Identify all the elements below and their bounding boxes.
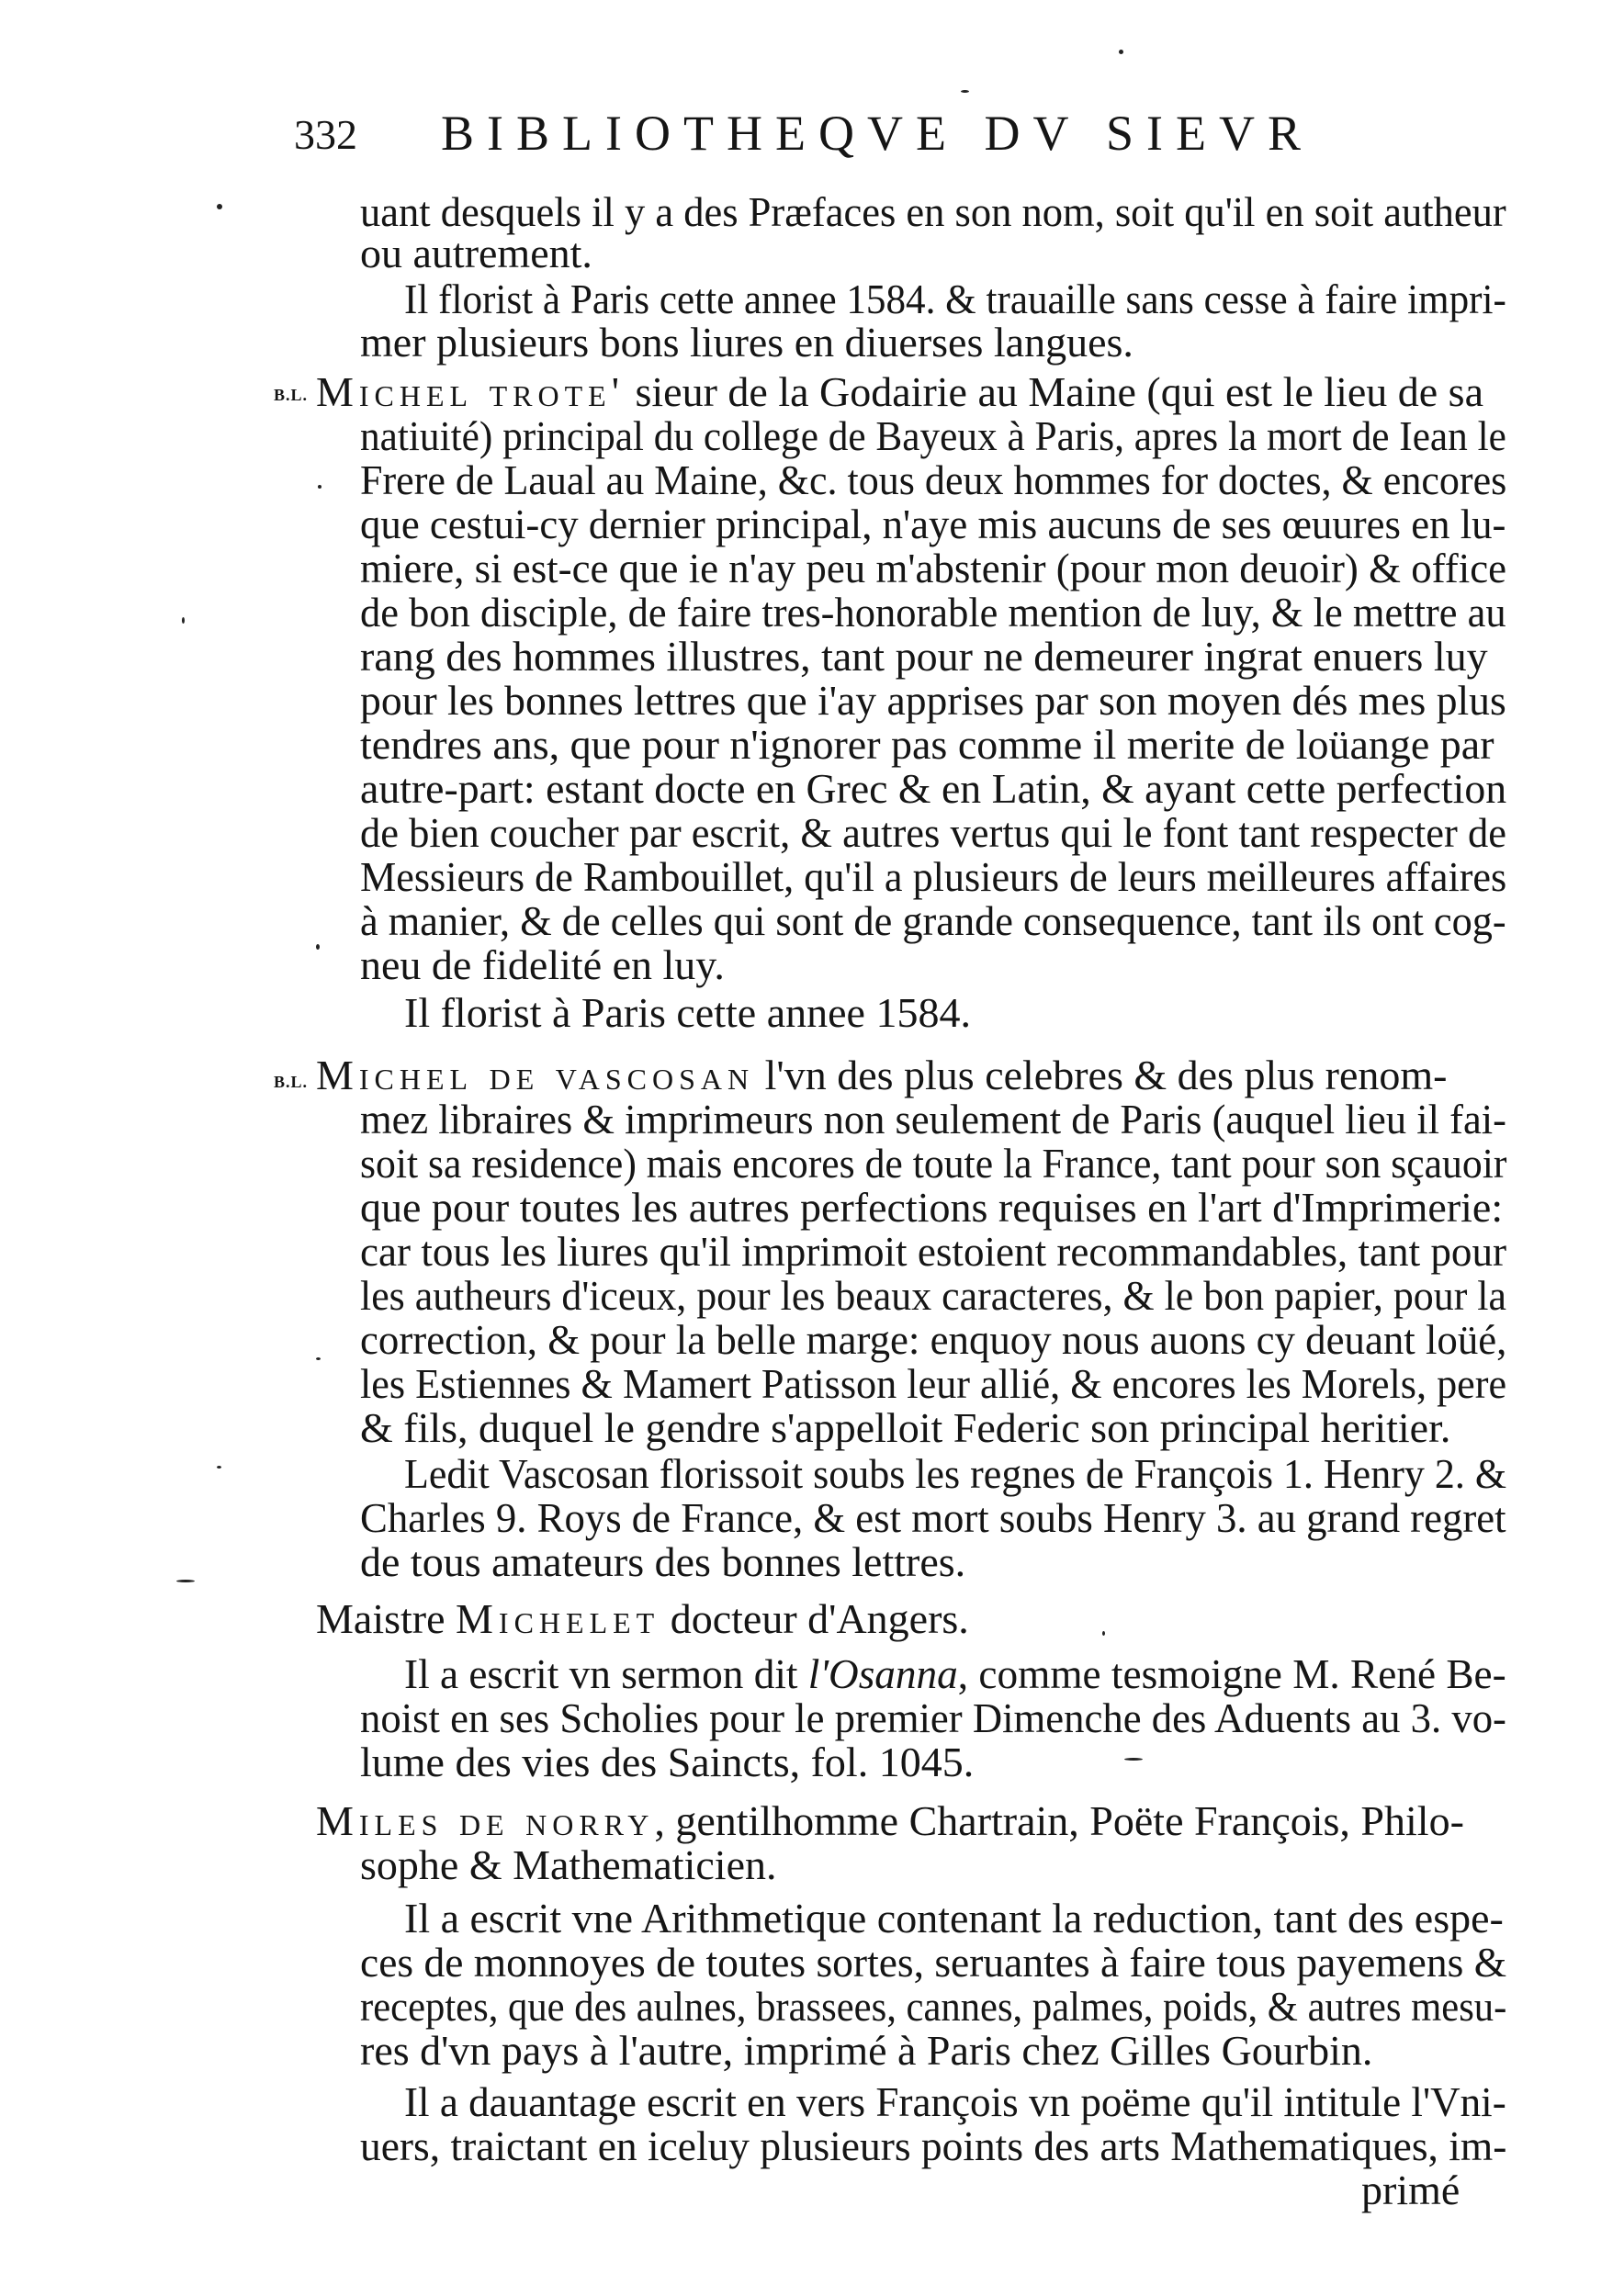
- ink-speck: [961, 90, 969, 93]
- text-line: rang des hommes illustres, tant pour ne demeurer ingrat enuers luy: [360, 633, 1488, 680]
- text-line: sophe & Mathematicien.: [360, 1841, 777, 1888]
- margin-note: B.L.: [274, 1073, 309, 1091]
- text-line: que cestui-cy dernier principal, n'aye mis aucuns de ses œuures en lu-: [360, 501, 1506, 547]
- text-line: Il florist à Paris cette annee 1584. & trauaille sans cesse à faire impri-: [404, 276, 1506, 322]
- catchword: primé: [1361, 2167, 1460, 2213]
- entry-name: Michel de vascosan: [316, 1052, 755, 1098]
- text-line: uant desquels il y a des Præfaces en son nom, soit qu'il en soit autheur: [360, 188, 1506, 235]
- text-line: res d'vn pays à l'autre, imprimé à Paris chez Gilles Gourbin.: [360, 2027, 1373, 2074]
- text-line: lume des vies des Saincts, fol. 1045.: [360, 1739, 975, 1785]
- text-line: uers, traictant en iceluy plusieurs points des arts Mathematiques, im-: [360, 2122, 1507, 2169]
- text-line: Messieurs de Rambouillet, qu'il a plusieurs de leurs meilleures affaires: [360, 853, 1507, 900]
- ink-speck: [316, 944, 320, 950]
- ink-speck: [316, 1357, 321, 1360]
- text-line: de bien coucher par escrit, & autres vertus qui le font tant respecter de: [360, 809, 1506, 856]
- text-line: ces de monnoyes de toutes sortes, seruantes à faire tous payemens &: [360, 1939, 1507, 1986]
- entry-name: Michelet: [456, 1595, 660, 1642]
- text-line: Il florist à Paris cette annee 1584.: [404, 989, 971, 1036]
- text-line: mer plusieurs bons liures en diuerses langues.: [360, 319, 1133, 366]
- text-line: Il a dauantage escrit en vers François vn poëme qu'il intitule l'Vni-: [404, 2078, 1506, 2125]
- entry-text: , comme tesmoigne M. René Be-: [957, 1650, 1506, 1697]
- text-line: receptes, que des aulnes, brassees, cannes, palmes, poids, & autres mesu-: [360, 1983, 1507, 2030]
- entry-prefix: Il a escrit vn sermon dit: [404, 1650, 808, 1697]
- text-line: noist en ses Scholies pour le premier Dimenche des Aduents au 3. vo-: [360, 1694, 1506, 1741]
- entry-name: Miles de norry: [316, 1797, 655, 1844]
- ink-speck: [217, 204, 222, 209]
- work-title: l'Osanna: [807, 1650, 958, 1697]
- text-line: miere, si est-ce que ie n'ay peu m'abstenir (pour mon deuoir) & office: [360, 545, 1507, 591]
- text-line: Il a escrit vne Arithmetique contenant la reduction, tant des espe-: [404, 1895, 1504, 1941]
- ink-speck: [1102, 1631, 1105, 1636]
- text-line: Charles 9. Roys de France, & est mort soubs Henry 3. au grand regret: [360, 1494, 1506, 1541]
- text-line: neu de fidelité en luy.: [360, 941, 725, 988]
- entry-line: [404, 1650, 1506, 1697]
- ink-speck: [176, 1580, 195, 1582]
- entry-text: sieur de la Godairie au Maine (qui est le lieu de sa: [625, 368, 1484, 415]
- page-number: 332: [294, 111, 357, 158]
- ink-speck: [1124, 1758, 1143, 1761]
- ink-speck: [182, 617, 185, 624]
- text-line: de bon disciple, de faire tres-honorable mention de luy, & le mettre au: [360, 589, 1506, 636]
- entry-text: l'vn des plus celebres & des plus renom-: [754, 1052, 1448, 1098]
- entry-line: [316, 368, 1484, 415]
- entry-line: [316, 1595, 969, 1642]
- text-line: correction, & pour la belle marge: enquoy nous auons cy deuant loüé,: [360, 1316, 1507, 1363]
- entry-text: docteur d'Angers.: [660, 1595, 969, 1642]
- text-line: les Estiennes & Mamert Patisson leur allié, & encores les Morels, pere: [360, 1360, 1507, 1407]
- entry-line: [316, 1797, 1464, 1844]
- text-line: Ledit Vascosan florissoit soubs les regnes de François 1. Henry 2. &: [404, 1450, 1507, 1497]
- running-head: BIBLIOTHEQVE DV SIEVR: [441, 106, 1314, 161]
- text-line: de tous amateurs des bonnes lettres.: [360, 1538, 966, 1585]
- text-line: & fils, duquel le gendre s'appelloit Federic son principal heritier.: [360, 1404, 1451, 1451]
- ink-speck: [217, 1466, 221, 1469]
- entry-name: Michel trote': [316, 368, 625, 415]
- entry-line: [316, 1054, 1447, 1097]
- entry-text: , gentilhomme Chartrain, Poëte François, Philo-: [654, 1797, 1464, 1844]
- text-line: tendres ans, que pour n'ignorer pas comme il merite de loüange par: [360, 721, 1494, 768]
- text-line: pour les bonnes lettres que i'ay apprises par son moyen dés mes plus: [360, 677, 1506, 724]
- text-line: car tous les liures qu'il imprimoit estoient recommandables, tant pour: [360, 1228, 1507, 1275]
- text-line: les autheurs d'iceux, pour les beaux caracteres, & le bon papier, pour la: [360, 1272, 1506, 1319]
- entry-prefix: Maistre: [316, 1595, 457, 1642]
- text-line: mez libraires & imprimeurs non seulement de Paris (auquel lieu il fai-: [360, 1096, 1506, 1142]
- text-line: soit sa residence) mais encores de toute la France, tant pour son sçauoir: [360, 1140, 1507, 1187]
- text-line: à manier, & de celles qui sont de grande consequence, tant ils ont cog-: [360, 897, 1506, 944]
- ink-speck: [1119, 50, 1123, 54]
- text-line: natiuité) principal du college de Bayeux à Paris, apres la mort de Iean le: [360, 412, 1506, 459]
- margin-note: B.L.: [274, 386, 309, 404]
- text-line: que pour toutes les autres perfections requises en l'art d'Imprimerie:: [360, 1184, 1504, 1231]
- text-line: Frere de Laual au Maine, &c. tous deux hommes for doctes, & encores: [360, 456, 1507, 503]
- text-line: autre-part: estant docte en Grec & en Latin, & ayant cette perfection: [360, 765, 1507, 812]
- text-line: ou autrement.: [360, 230, 592, 276]
- ink-speck: [318, 485, 321, 489]
- page-header: [294, 106, 1470, 174]
